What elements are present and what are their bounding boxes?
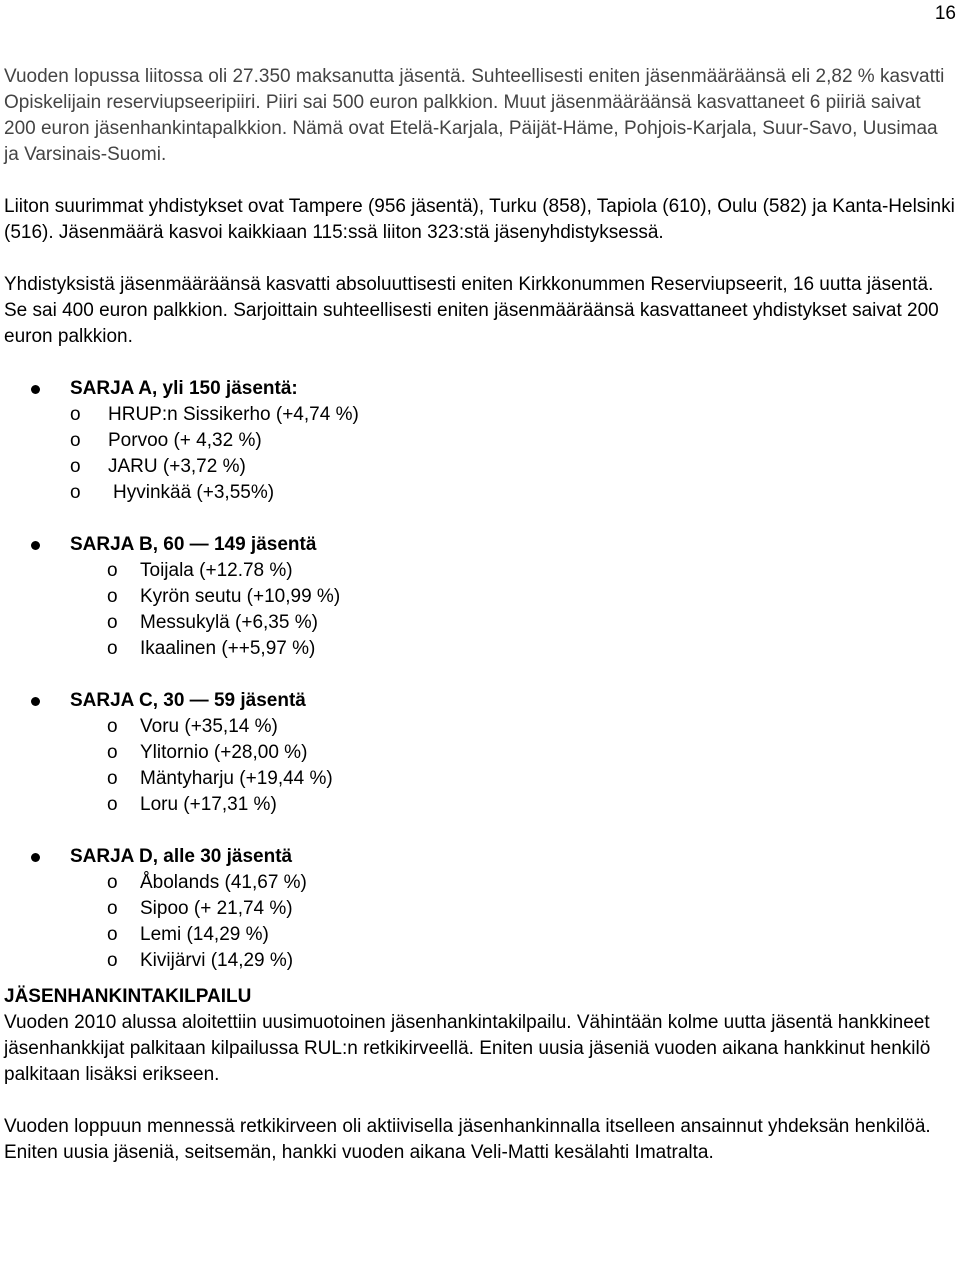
- series-c: [4, 688, 956, 818]
- series-d-list: [4, 870, 956, 974]
- list-item-text: JARU (+3,72 %): [108, 456, 246, 477]
- list-item-text: Ylitornio (+28,00 %): [140, 742, 308, 763]
- list-item-text: Sipoo (+ 21,74 %): [140, 898, 293, 919]
- list-item: [4, 610, 956, 636]
- sub-bullet-icon: o: [107, 560, 118, 581]
- bullet-icon: [31, 697, 40, 706]
- sub-bullet-icon: o: [107, 742, 118, 763]
- list-item: [4, 402, 956, 428]
- competition-paragraph: Vuoden 2010 alussa aloitettiin uusimuotoinen jäsenhankintakilpailu. Vähintään kolme uutta jäsentä hankkineet jäsenhankkijat palkitaan kilpailussa RUL:n retkikirveellä. Eniten uusia jäseniä vuoden aikana hankkinut henkilö palkitaan lisäksi erikseen.: [4, 1012, 931, 1085]
- list-item: [4, 896, 956, 922]
- list-item-text: Ikaalinen (++5,97 %): [140, 638, 316, 659]
- list-item: [4, 584, 956, 610]
- list-item: [4, 480, 956, 506]
- series-c-heading: [4, 688, 956, 714]
- series-a-heading: [4, 376, 956, 402]
- list-item-text: Åbolands (41,67 %): [140, 872, 307, 893]
- series-d: [4, 844, 956, 974]
- series-a: [4, 376, 956, 506]
- bullet-icon: [31, 541, 40, 550]
- series-title: SARJA D, alle 30 jäsentä: [70, 846, 293, 867]
- bullet-icon: [31, 385, 40, 394]
- growth-paragraph: Yhdistyksistä jäsenmääräänsä kasvatti absoluuttisesti eniten Kirkkonummen Reserviupseerit, 16 uutta jäsentä. Se sai 400 euron palkkion. Sarjoittain suhteellisesti eniten jäsenmääräänsä kasvattaneet yhdistykset saivat 200 euron palkkion.: [4, 274, 939, 347]
- series-title: SARJA B, 60 — 149 jäsentä: [70, 534, 317, 555]
- list-item: [4, 766, 956, 792]
- list-item: [4, 922, 956, 948]
- page-number: 16: [934, 3, 956, 24]
- list-item: [4, 428, 956, 454]
- list-item: [4, 714, 956, 740]
- series-d-heading: [4, 844, 956, 870]
- list-item-text: Kivijärvi (14,29 %): [140, 950, 294, 971]
- document-body: [4, 64, 956, 1166]
- sub-bullet-icon: o: [107, 638, 118, 659]
- sub-bullet-icon: o: [107, 716, 118, 737]
- list-item: [4, 558, 956, 584]
- list-item: [4, 454, 956, 480]
- sub-bullet-icon: o: [70, 430, 81, 451]
- sub-bullet-icon: o: [70, 404, 81, 425]
- sub-bullet-icon: o: [107, 768, 118, 789]
- sub-bullet-icon: o: [70, 482, 81, 503]
- sub-bullet-icon: o: [107, 950, 118, 971]
- sub-bullet-icon: o: [70, 456, 81, 477]
- series-b-heading: [4, 532, 956, 558]
- competition-result-paragraph: Vuoden loppuun mennessä retkikirveen oli aktiivisella jäsenhankinnalla itselleen ansainnut yhdeksän henkilöä. Eniten uusia jäseniä, seitsemän, hankki vuoden aikana Veli-Matti kesälahti Imatralta.: [4, 1116, 931, 1163]
- list-item-text: Toijala (+12.78 %): [140, 560, 293, 581]
- sub-bullet-icon: o: [107, 924, 118, 945]
- sub-bullet-icon: o: [107, 612, 118, 633]
- section-heading: JÄSENHANKINTAKILPAILU: [4, 986, 252, 1007]
- list-item-text: Porvoo (+ 4,32 %): [108, 430, 262, 451]
- list-item: [4, 870, 956, 896]
- intro-paragraph: Vuoden lopussa liitossa oli 27.350 maksanutta jäsentä. Suhteellisesti eniten jäsenmääräänsä eli 2,82 % kasvatti Opiskelijain reserviupseeripiiri. Piiri sai 500 euron palkkion. Muut jäsenmääräänsä kasvattaneet 6 piiriä saivat 200 euron jäsenhankintapalkkion. Nämä ovat Etelä-Karjala, Päijät-Häme, Pohjois-Karjala, Suur-Savo, Uusimaa ja Varsinais-Suomi.: [4, 66, 945, 165]
- list-item-text: Messukylä (+6,35 %): [140, 612, 318, 633]
- list-item: [4, 740, 956, 766]
- series-b-list: [4, 558, 956, 662]
- list-item: [4, 636, 956, 662]
- list-item-text: Loru (+17,31 %): [140, 794, 277, 815]
- bullet-icon: [31, 853, 40, 862]
- list-item-text: HRUP:n Sissikerho (+4,74 %): [108, 404, 359, 425]
- series-a-list: [4, 402, 956, 506]
- sub-bullet-icon: o: [107, 872, 118, 893]
- sub-bullet-icon: o: [107, 586, 118, 607]
- series-title: SARJA A, yli 150 jäsentä:: [70, 378, 298, 399]
- list-item: [4, 792, 956, 818]
- list-item-text: Hyvinkää (+3,55%): [113, 482, 275, 503]
- series-c-list: [4, 714, 956, 818]
- list-item-text: Mäntyharju (+19,44 %): [140, 768, 333, 789]
- sub-bullet-icon: o: [107, 794, 118, 815]
- series-b: [4, 532, 956, 662]
- list-item-text: Kyrön seutu (+10,99 %): [140, 586, 341, 607]
- list-item-text: Lemi (14,29 %): [140, 924, 269, 945]
- series-title: SARJA C, 30 — 59 jäsentä: [70, 690, 306, 711]
- largest-associations-paragraph: Liiton suurimmat yhdistykset ovat Tampere (956 jäsentä), Turku (858), Tapiola (610), Oulu (582) ja Kanta-Helsinki (516). Jäsenmäärä kasvoi kaikkiaan 115:ssä liiton 323:stä jäsenyhdistyksessä.: [4, 196, 955, 243]
- list-item-text: Voru (+35,14 %): [140, 716, 278, 737]
- sub-bullet-icon: o: [107, 898, 118, 919]
- list-item: [4, 948, 956, 974]
